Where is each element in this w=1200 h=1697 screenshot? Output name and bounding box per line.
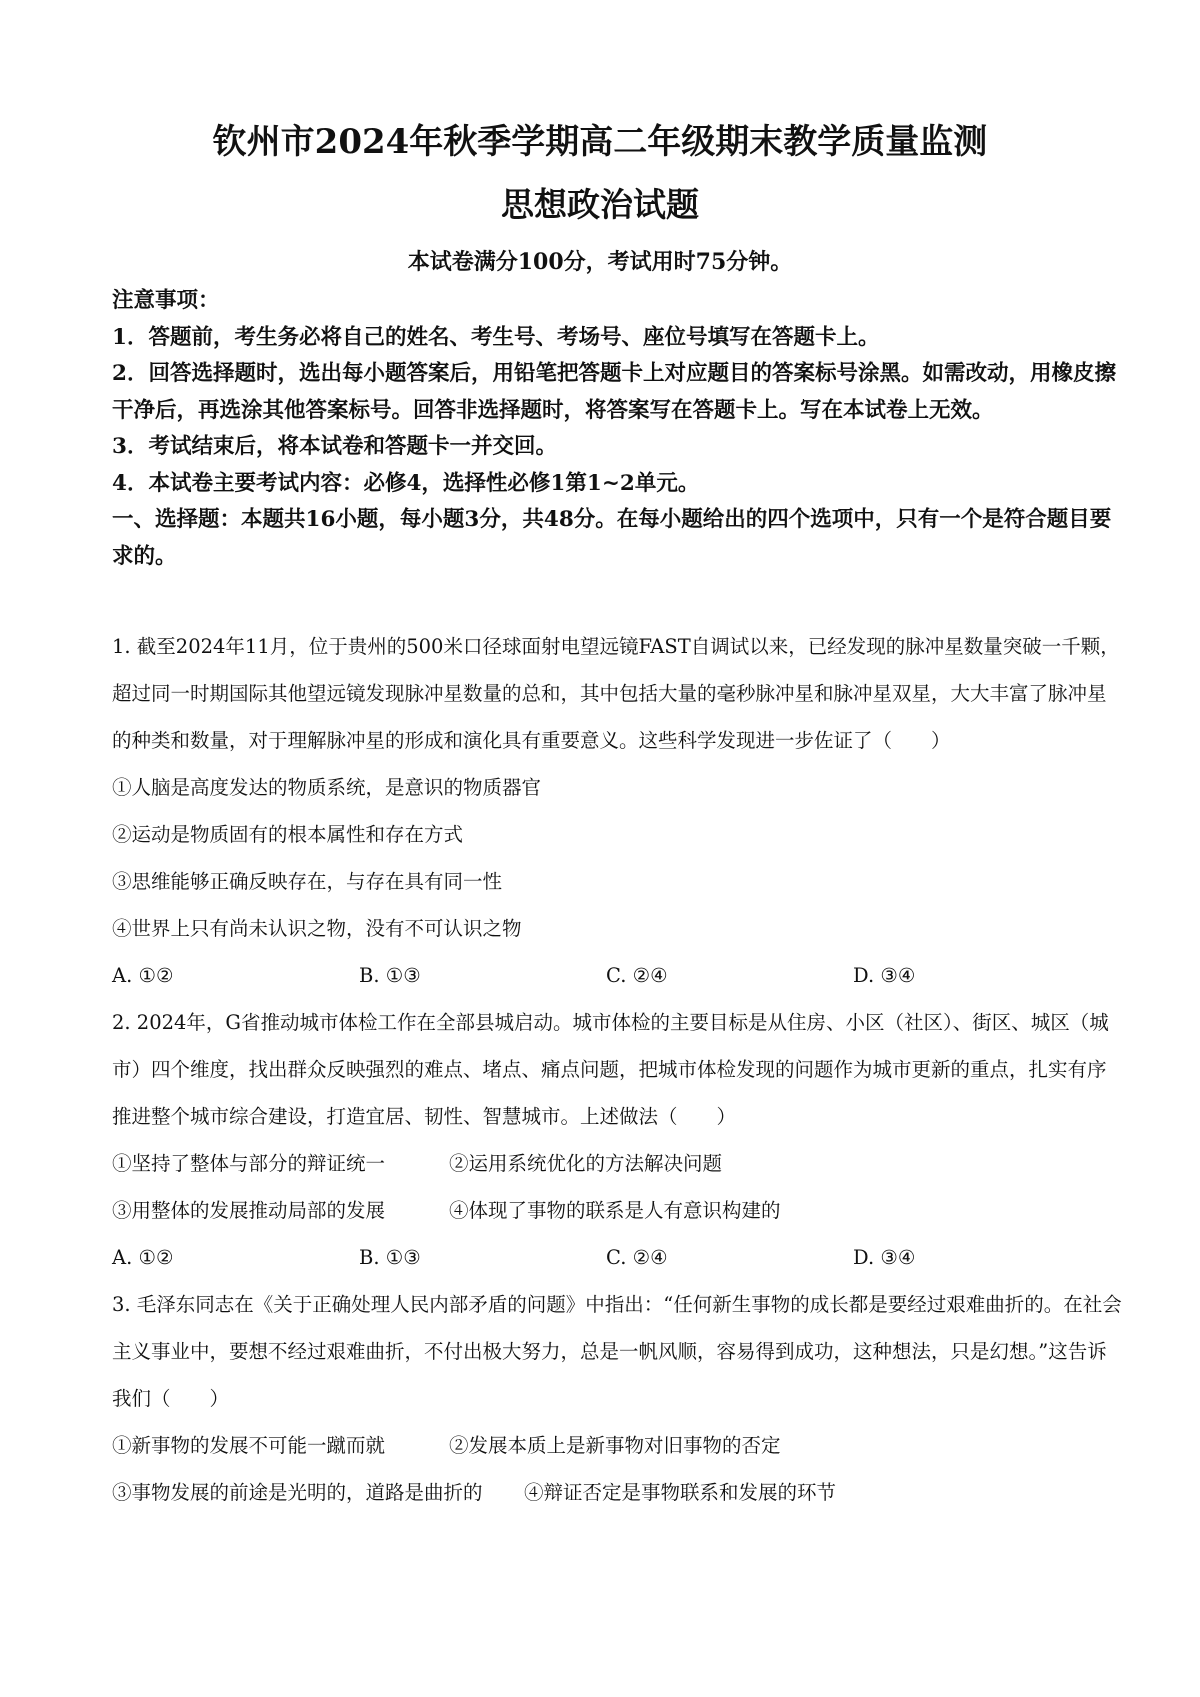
instruction-item: 4．本试卷主要考试内容：必修4，选择性必修1第1~2单元。 [112,470,700,496]
statement: ④辩证否定是事物联系和发展的环节 [524,1481,837,1504]
question-stem: 2. 2024年，G省推动城市体检工作在全部县城启动。城市体检的主要目标是从住房、小区（社区）、街区、城区（城市）四个维度，找出群众反映强烈的难点、堵点、痛点问题，把城市体检发现的问题作为城市更新的重点，扎实有序推进整个城市综合建设，打造宜居、韧性、智慧城市。上述做法（ ） [112,1011,1109,1128]
answer-options [112,1234,1122,1281]
answer-option-a: A. ①② [112,964,174,987]
answer-option-d: D. ③④ [853,1246,916,1269]
instruction-item: 1．答题前，考生务必将自己的姓名、考生号、考场号、座位号填写在答题卡上。 [112,324,880,350]
answer-option-c: C. ②④ [606,964,668,987]
statement: ①新事物的发展不可能一蹴而就 [112,1434,386,1457]
statement-row [112,1469,1122,1516]
statement: ②运用系统优化的方法解决问题 [449,1152,723,1175]
exam-info: 本试卷满分100分，考试用时75分钟。 [407,249,793,275]
answer-option-c: C. ②④ [606,1246,668,1269]
questions [112,623,1122,1516]
statement: ①人脑是高度发达的物质系统，是意识的物质器官 [112,776,542,799]
statement: ②运动是物质固有的根本属性和存在方式 [112,823,464,846]
page-title: 钦州市2024年秋季学期高二年级期末教学质量监测 [212,122,988,162]
statement: ①坚持了整体与部分的辩证统一 [112,1152,386,1175]
statement: ③事物发展的前途是光明的，道路是曲折的 [112,1481,483,1504]
instruction-item: 2．回答选择题时，选出每小题答案后，用铅笔把答题卡上对应题目的答案标号涂黑。如需改动，用橡皮擦干净后，再选涂其他答案标号。回答非选择题时，将答案写在答题卡上。写在本试卷上无效。 [112,361,1116,423]
statement-row [112,1187,1122,1234]
question-stem: 3. 毛泽东同志在《关于正确处理人民内部矛盾的问题》中指出：“任何新生事物的成长都是要经过艰难曲折的。在社会主义事业中，要想不经过艰难曲折，不付出极大努力，总是一帆风顺，容易得到成功，这种想法，只是幻想。”这告诉我们（ ） [112,1293,1122,1410]
instructions-heading: 注意事项： [112,288,220,313]
answer-option-d: D. ③④ [853,964,916,987]
answer-option-b: B. ①③ [359,964,421,987]
statement: ②发展本质上是新事物对旧事物的否定 [449,1434,781,1457]
instructions [112,283,1122,575]
answer-option-b: B. ①③ [359,1246,421,1269]
instruction-item: 3．考试结束后，将本试卷和答题卡一并交回。 [112,434,557,459]
statement: ④体现了事物的联系是人有意识构建的 [449,1199,781,1222]
statement: ③思维能够正确反映存在，与存在具有同一性 [112,870,503,893]
answer-options [112,952,1122,999]
answer-option-a: A. ①② [112,1246,174,1269]
subject-title: 思想政治试题 [501,185,699,224]
statement-row [112,1422,1122,1469]
section-heading: 一、选择题：本题共16小题，每小题3分，共48分。在每小题给出的四个选项中，只有一个是符合题目要求的。 [112,507,1112,569]
statement-row [112,1140,1122,1187]
question-stem: 1. 截至2024年11月，位于贵州的500米口径球面射电望远镜FAST自调试以来，已经发现的脉冲星数量突破一千颗，超过同一时期国际其他望远镜发现脉冲星数量的总和，其中包括大量的毫秒脉冲星和脉冲星双星，大大丰富了脉冲星的种类和数量，对于理解脉冲星的形成和演化具有重要意义。这些科学发现进一步佐证了（ ） [112,635,1120,752]
statement: ③用整体的发展推动局部的发展 [112,1199,386,1222]
statement: ④世界上只有尚未认识之物，没有不可认识之物 [112,917,522,940]
